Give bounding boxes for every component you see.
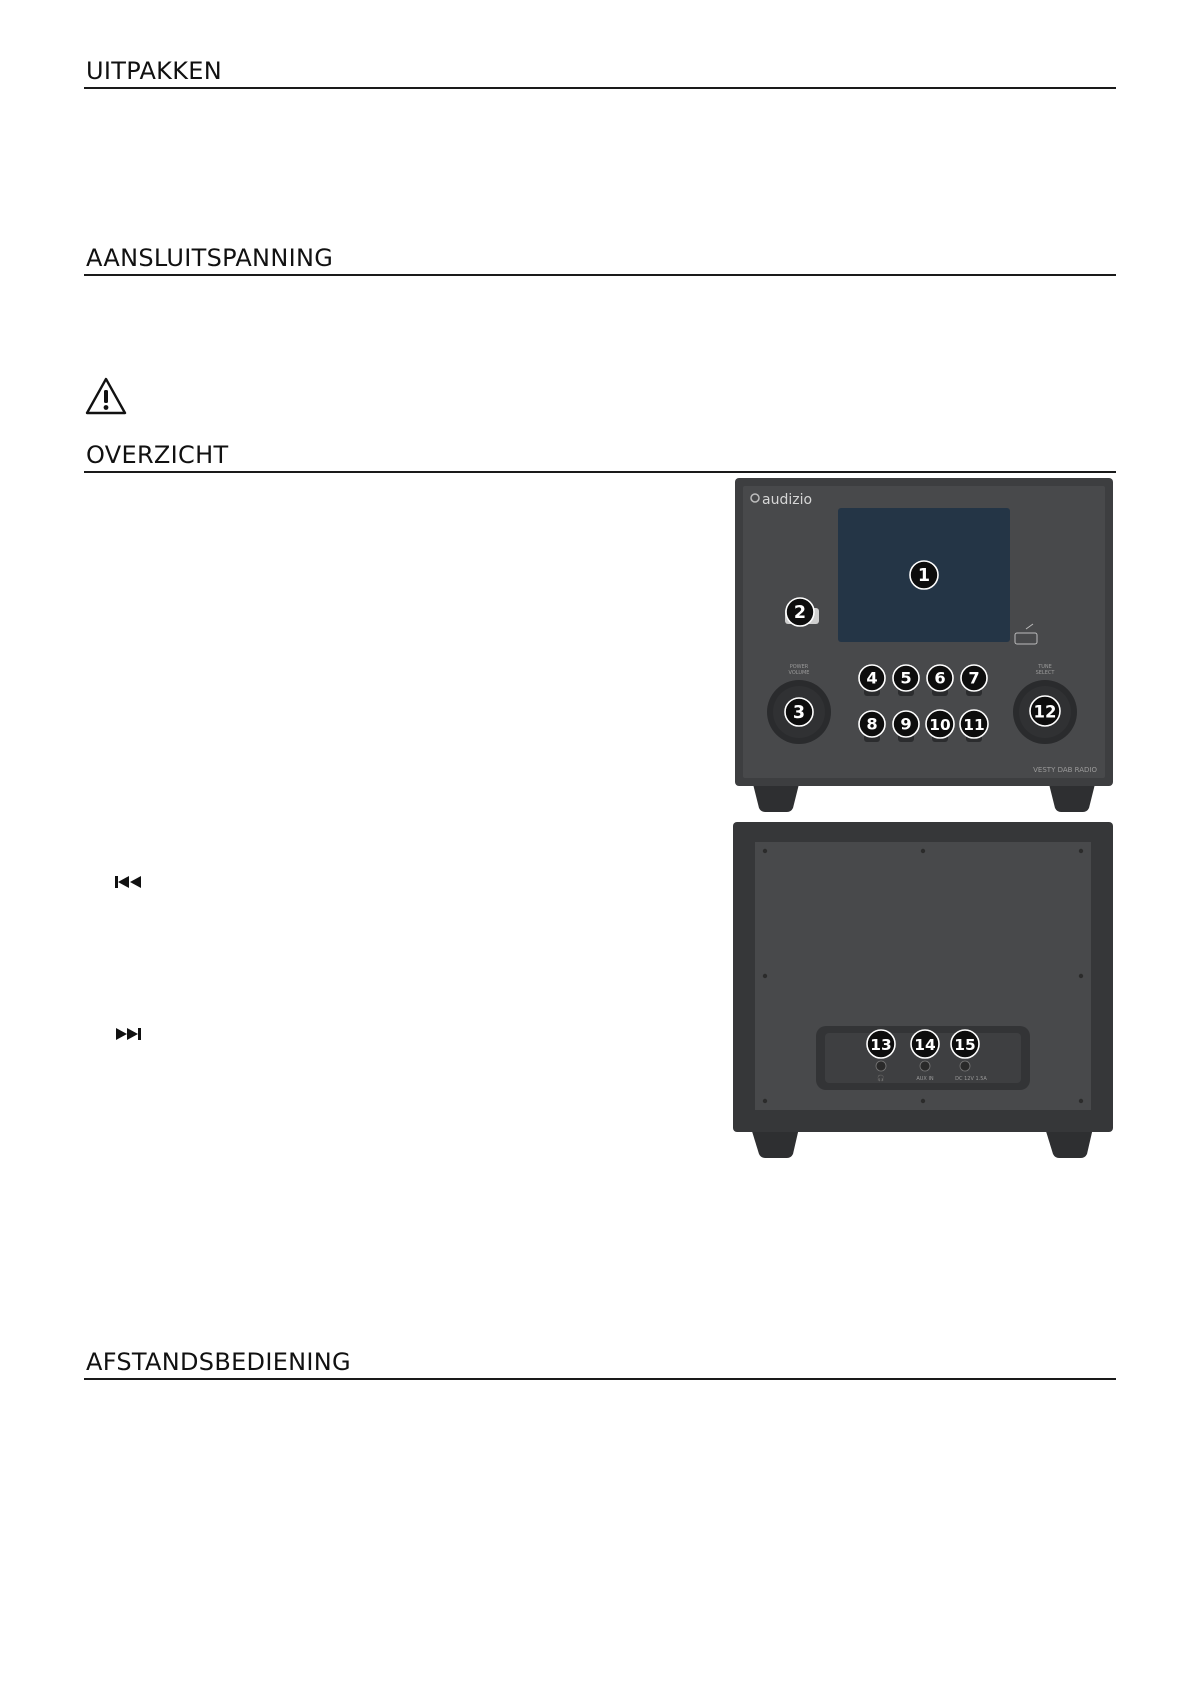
callout-number: 8 xyxy=(866,714,878,734)
callout-number: 11 xyxy=(963,715,985,734)
svg-text:VOLUME: VOLUME xyxy=(788,670,810,676)
radio-back-panel xyxy=(733,822,1113,1160)
dc-in-label: DC 12V 1.5A xyxy=(955,1076,987,1082)
dc-in-jack xyxy=(960,1061,970,1071)
foot xyxy=(751,1128,799,1158)
section-heading-aansluitspanning xyxy=(84,242,1116,276)
callout-number: 1 xyxy=(917,565,931,586)
callout-number: 12 xyxy=(1033,702,1057,722)
foot xyxy=(753,784,799,812)
model-label: VESTY DAB RADIO xyxy=(1033,766,1097,774)
callout-number: 4 xyxy=(866,668,878,688)
section-heading-overzicht xyxy=(84,439,1116,473)
callout-number: 14 xyxy=(914,1035,936,1054)
headphone-jack xyxy=(876,1061,886,1071)
warning-triangle-icon xyxy=(84,376,128,416)
foot xyxy=(1049,784,1095,812)
foot xyxy=(1045,1128,1093,1158)
brand-label: audizio xyxy=(762,492,813,508)
callout-number: 2 xyxy=(793,602,807,623)
section-title: UITPAKKEN xyxy=(86,57,222,85)
callout-number: 3 xyxy=(792,702,806,723)
callout-number: 13 xyxy=(870,1035,892,1054)
callout-number: 6 xyxy=(934,668,946,688)
power-volume-label: POWER xyxy=(789,664,809,670)
callout-number: 15 xyxy=(954,1035,976,1054)
callout-number: 7 xyxy=(968,668,980,688)
skip-next-icon xyxy=(114,1026,144,1042)
callout-number: 10 xyxy=(929,715,951,734)
tune-select-label: TUNE xyxy=(1038,664,1052,670)
callout-number: 5 xyxy=(900,668,912,688)
radio-front-panel xyxy=(735,478,1113,814)
section-heading-afstandsbediening xyxy=(84,1346,1116,1380)
headphone-icon: 🎧 xyxy=(877,1075,885,1082)
section-title: AFSTANDSBEDIENING xyxy=(86,1348,351,1376)
aux-in-jack xyxy=(920,1061,930,1071)
section-title: OVERZICHT xyxy=(86,441,229,469)
callout-number: 9 xyxy=(900,714,912,734)
svg-text:SELECT: SELECT xyxy=(1035,670,1055,676)
skip-previous-icon xyxy=(114,874,144,890)
section-heading-uitpakken xyxy=(84,55,1116,89)
section-title: AANSLUITSPANNING xyxy=(86,244,334,272)
aux-in-label: AUX IN xyxy=(916,1076,934,1082)
